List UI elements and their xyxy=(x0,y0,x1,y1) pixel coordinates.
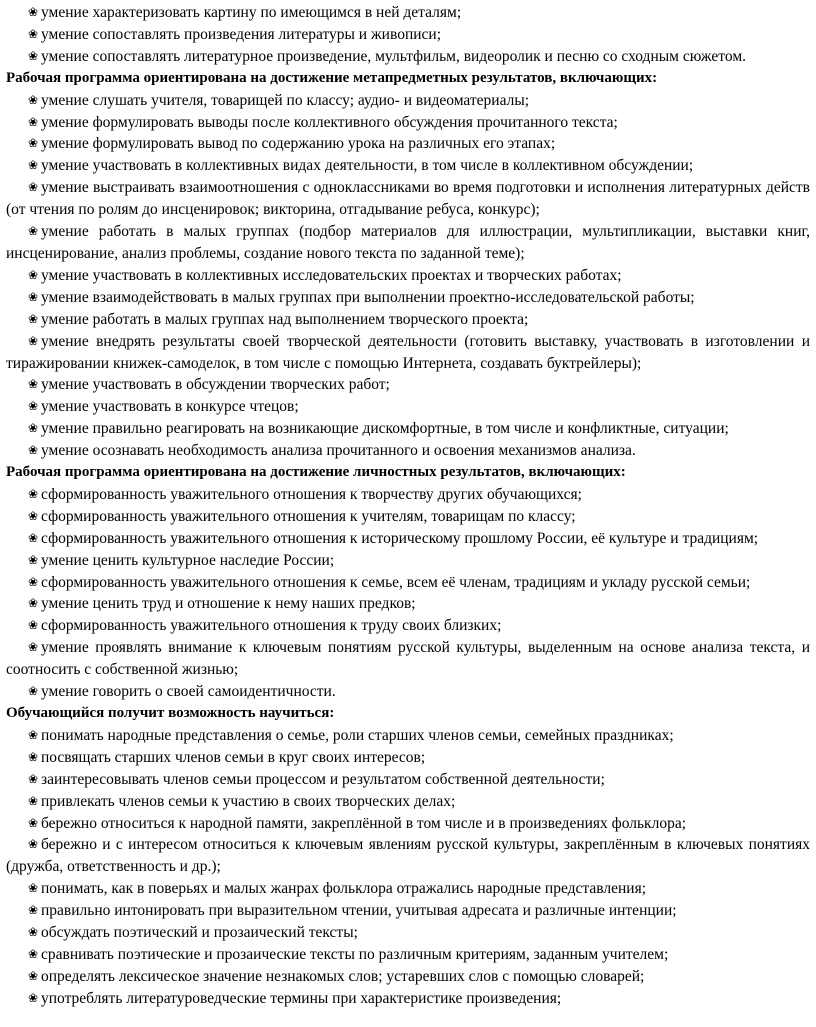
bullet-icon: ❀ xyxy=(28,267,39,282)
list-item-text: понимать народные представления о семье, роли старших членов семьи, семейных праздниках; xyxy=(41,726,674,744)
bullet-icon: ❀ xyxy=(28,289,39,304)
list-item-text: умение сопоставлять литературное произведение, мультфильм, видеоролик и песню со сходным сюжетом. xyxy=(41,47,747,65)
list-item xyxy=(6,440,810,462)
list-item-text: умение взаимодействовать в малых группах при выполнении проектно-исследовательской работы; xyxy=(41,288,695,306)
list-item xyxy=(6,90,810,112)
list-item-text: умение работать в малых группах над выполнением творческого проекта; xyxy=(41,310,529,328)
list-item xyxy=(6,725,810,747)
list-item-text: сформированность уважительного отношения к учителям, товарищам по классу; xyxy=(41,507,576,525)
list-item-text: умение говорить о своей самоидентичности. xyxy=(41,683,336,701)
list-item xyxy=(6,309,810,331)
bullet-icon: ❀ xyxy=(28,224,39,239)
list-item-text: сравнивать поэтические и прозаические тексты по различным критериям, заданным учителем; xyxy=(41,945,669,963)
list-item xyxy=(6,813,810,835)
list-item-text: умение характеризовать картину по имеющимся в ней деталям; xyxy=(41,4,462,21)
list-item xyxy=(6,484,810,506)
list-item-text: умение участвовать в конкурсе чтецов; xyxy=(41,398,299,416)
bullet-icon: ❀ xyxy=(28,749,39,764)
section-heading xyxy=(6,703,810,725)
list-item xyxy=(6,2,810,24)
list-item xyxy=(6,265,810,287)
bullet-icon: ❀ xyxy=(28,508,39,523)
list-item-text: умение проявлять внимание к ключевым понятиям русской культуры, выделенным на основе анализа текста, и соотносить с собственной жизнью; xyxy=(6,639,810,679)
list-item xyxy=(6,46,810,68)
list-item xyxy=(6,637,810,681)
bullet-icon: ❀ xyxy=(28,377,39,392)
section-heading xyxy=(6,462,810,484)
list-item-text: умение формулировать вывод по содержанию урока на различных его этапах; xyxy=(41,135,556,153)
bullet-icon: ❀ xyxy=(28,837,39,852)
list-item-text: умение слушать учителя, товарищей по классу; аудио- и видеоматериалы; xyxy=(41,91,530,109)
list-item-text: умение выстраивать взаимоотношения с одноклассниками во время подготовки и исполнения литературных действ (от чтения по ролям до инсценировок; викторина, отгадывание ребуса, конкурс); xyxy=(6,179,810,219)
list-item-text: умение сопоставлять произведения литературы и живописи; xyxy=(41,25,442,43)
list-item xyxy=(6,944,810,966)
bullet-icon: ❀ xyxy=(28,881,39,896)
list-item xyxy=(6,988,810,1010)
bullet-icon: ❀ xyxy=(28,26,39,41)
heading-text: Рабочая программа ориентирована на достижение личностных результатов, включающих: xyxy=(6,464,626,481)
list-item xyxy=(6,418,810,440)
bullet-icon: ❀ xyxy=(28,530,39,545)
list-item-text: правильно интонировать при выразительном чтении, учитывая адресата и различные интенции; xyxy=(41,902,677,920)
bullet-icon: ❀ xyxy=(28,946,39,961)
section-heading xyxy=(6,68,810,90)
list-item xyxy=(6,681,810,703)
list-item xyxy=(6,396,810,418)
list-item-text: сформированность уважительного отношения к творчеству других обучающихся; xyxy=(41,485,582,503)
list-item xyxy=(6,133,810,155)
bullet-icon: ❀ xyxy=(28,925,39,940)
list-item xyxy=(6,221,810,265)
list-item-text: понимать, как в поверьях и малых жанрах фольклора отражались народные представления; xyxy=(41,880,646,898)
list-item xyxy=(6,615,810,637)
bullet-icon: ❀ xyxy=(28,574,39,589)
list-item xyxy=(6,593,810,615)
bullet-icon: ❀ xyxy=(28,793,39,808)
list-item xyxy=(6,769,810,791)
list-item-text: заинтересовывать членов семьи процессом и результатом собственной деятельности; xyxy=(41,770,605,788)
heading-text: Обучающийся получит возможность научиться: xyxy=(6,705,335,721)
bullet-icon: ❀ xyxy=(28,114,39,129)
bullet-icon: ❀ xyxy=(28,5,39,19)
bullet-icon: ❀ xyxy=(28,180,39,195)
bullet-icon: ❀ xyxy=(28,903,39,918)
bullet-icon: ❀ xyxy=(28,618,39,633)
bullet-icon: ❀ xyxy=(28,421,39,436)
bullet-icon: ❀ xyxy=(28,640,39,655)
list-item xyxy=(6,24,810,46)
bullet-icon: ❀ xyxy=(28,815,39,830)
list-item-text: определять лексическое значение незнакомых слов; устаревших слов с помощью словарей; xyxy=(41,967,645,985)
list-item xyxy=(6,572,810,594)
list-item xyxy=(6,155,810,177)
list-item xyxy=(6,374,810,396)
list-item xyxy=(6,900,810,922)
list-item-text: привлекать членов семьи к участию в своих творческих делах; xyxy=(41,792,456,810)
heading-text: Рабочая программа ориентирована на достижение метапредметных результатов, включающих: xyxy=(6,69,658,86)
list-item xyxy=(6,528,810,550)
bullet-icon: ❀ xyxy=(28,771,39,786)
list-item-text: умение ценить труд и отношение к нему наших предков; xyxy=(41,595,416,613)
bullet-icon: ❀ xyxy=(28,311,39,326)
list-item xyxy=(6,922,810,944)
list-item-text: умение внедрять результаты своей творческой деятельности (готовить выставку, участвовать в изготовлении и тиражировании книжек-самоделок, в том числе с помощью Интернета, создавать буктрейлеры); xyxy=(6,332,810,372)
list-item xyxy=(6,331,810,375)
bullet-icon: ❀ xyxy=(28,333,39,348)
list-item-text: умение участвовать в обсуждении творческих работ; xyxy=(41,376,390,394)
bullet-icon: ❀ xyxy=(28,990,39,1005)
bullet-icon: ❀ xyxy=(28,92,39,107)
bullet-icon: ❀ xyxy=(28,552,39,567)
bullet-icon: ❀ xyxy=(28,443,39,458)
list-item-text: сформированность уважительного отношения к историческому прошлому России, её культуре и традициям; xyxy=(41,529,759,547)
list-item xyxy=(6,177,810,221)
list-item xyxy=(6,550,810,572)
bullet-icon: ❀ xyxy=(28,158,39,173)
bullet-icon: ❀ xyxy=(28,48,39,63)
list-item xyxy=(6,112,810,134)
list-item-text: обсуждать поэтический и прозаический тексты; xyxy=(41,924,358,942)
bullet-icon: ❀ xyxy=(28,968,39,983)
list-item xyxy=(6,747,810,769)
bullet-icon: ❀ xyxy=(28,486,39,501)
bullet-icon: ❀ xyxy=(28,727,39,742)
list-item xyxy=(6,878,810,900)
list-item-text: умение участвовать в коллективных видах деятельности, в том числе в коллективном обсуждении; xyxy=(41,157,694,175)
list-item-text: умение осознавать необходимость анализа прочитанного и освоения механизмов анализа. xyxy=(41,442,636,460)
list-item xyxy=(6,834,810,878)
list-item-text: сформированность уважительного отношения к труду своих близких; xyxy=(41,617,502,635)
list-item xyxy=(6,966,810,988)
list-item-text: бережно относиться к народной памяти, закреплённой в том числе и в произведениях фольклора; xyxy=(41,814,687,832)
bullet-icon: ❀ xyxy=(28,136,39,151)
bullet-icon: ❀ xyxy=(28,596,39,611)
bullet-icon: ❀ xyxy=(28,399,39,414)
list-item xyxy=(6,287,810,309)
list-item-text: употреблять литературоведческие термины при характеристике произведения; xyxy=(41,989,562,1007)
list-item-text: умение ценить культурное наследие России; xyxy=(41,551,335,569)
list-item-text: бережно и с интересом относиться к ключевым явлениям русской культуры, закреплённым в ключевых понятиях (дружба, ответственность и др.); xyxy=(6,836,810,876)
list-item xyxy=(6,506,810,528)
list-item-text: умение участвовать в коллективных исследовательских проектах и творческих работах; xyxy=(41,266,622,284)
list-item-text: посвящать старших членов семьи в круг своих интересов; xyxy=(41,748,426,766)
list-item-text: умение формулировать выводы после коллективного обсуждения прочитанного текста; xyxy=(41,113,618,131)
list-item-text: умение работать в малых группах (подбор материалов для иллюстрации, мультипликации, выставки книг, инсценирование, анализ проблемы, создание нового текста по заданной теме); xyxy=(6,223,810,262)
bullet-icon: ❀ xyxy=(28,684,39,699)
list-item-text: сформированность уважительного отношения к семье, всем её членам, традициям и укладу русской семьи; xyxy=(41,573,751,591)
list-item-text: умение правильно реагировать на возникающие дискомфортные, в том числе и конфликтные, ситуации; xyxy=(41,420,729,438)
list-item xyxy=(6,791,810,813)
